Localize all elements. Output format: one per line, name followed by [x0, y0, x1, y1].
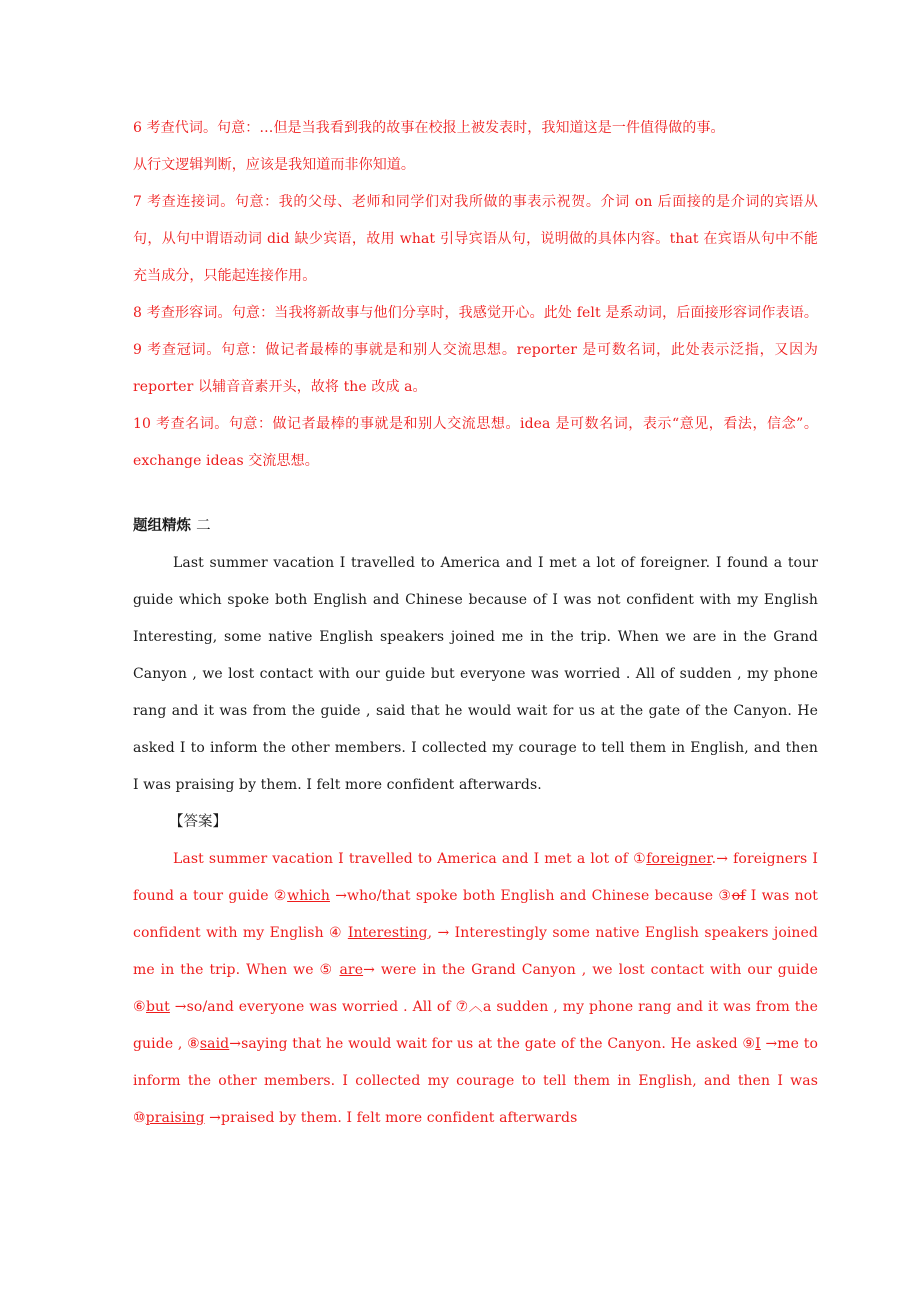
note-6-line-2: 从行文逻辑判断，应该是我知道而非你知道。: [133, 157, 415, 173]
document-page: [133, 110, 818, 1137]
error-word-9: I: [755, 1036, 761, 1052]
answer-label: 【答案】: [169, 814, 227, 830]
correction-4: , → Interestingly: [427, 925, 548, 941]
correction-1: .→ foreigners: [711, 851, 808, 867]
note-7: 7 考查连接词。句意：我的父母、老师和同学们对我所做的事表示祝贺。介词 on 后面接的是介词的宾语从句，从句中谓语动词 did 缺少宾语，故用 what 引导宾语从句，说明做的具体内容。that 在宾语从句中不能充当成分，只能起连接作用。: [133, 194, 818, 284]
error-word-6: but: [146, 999, 170, 1015]
error-word-8: said: [199, 1036, 230, 1052]
correction-2: →who/that: [329, 888, 411, 904]
exercise-passage: Last summer vacation I travelled to America and I met a lot of foreigner. I found a tour guide which spoke both English and Chinese because of I was not confident with my English Interesting, some native English speakers joined me in the trip. When we are in the Grand Canyon , we lost contact with our guide but everyone was worried . All of sudden , my phone rang and it was from the guide , said that he would wait for us at the gate of the Canyon. He asked I to inform the other members. I collected my courage to tell them in English, and then I was praising by them. I felt more confident afterwards.: [133, 555, 818, 793]
answer-text-5: in the Grand Canyon , we lost contact with our guide: [416, 962, 818, 978]
correction-5: → were: [363, 962, 417, 978]
error-word-5: are: [339, 962, 364, 978]
note-10: 10 考查名词。句意：做记者最棒的事就是和别人交流思想。idea 是可数名词，表示“意见，看法，信念”。exchange ideas 交流思想。: [133, 416, 818, 469]
error-word-2: which: [287, 888, 330, 904]
answer-text-4: some native English speakers joined me in the trip. When we: [133, 925, 818, 978]
answer-text-8: that he would wait for us at the gate of the Canyon. He asked: [287, 1036, 743, 1052]
error-word-1: foreigner: [646, 851, 712, 867]
mark-9: ⑨: [742, 1036, 756, 1052]
mark-4: ④: [329, 925, 348, 941]
mark-8: ⑧: [187, 1036, 200, 1052]
answer-text-9: to inform the other members. I collected my courage to tell them in English, and then I was: [133, 1036, 818, 1089]
mark-10: ⑩: [133, 1110, 146, 1126]
answer-text-3: I was not confident with my English: [133, 888, 819, 941]
answer-text-10: by them. I felt more confident afterwards: [274, 1110, 578, 1126]
correction-7: ︿a: [468, 999, 492, 1015]
note-6-line-1: 6 考查代词。句意：…但是当我看到我的故事在校报上被发表时，我知道这是一件值得做的事。: [133, 120, 725, 136]
error-word-3: of: [731, 888, 746, 904]
correction-6: →so/and: [169, 999, 234, 1015]
section-title: [133, 508, 818, 545]
error-word-4: Interesting: [347, 925, 428, 941]
mark-2: ②: [273, 888, 288, 904]
note-8-9: 8 考查形容词。句意：当我将新故事与他们分享时，我感觉开心。此处 felt 是系动词，后面接形容词作表语。9 考查冠词。句意：做记者最棒的事就是和别人交流思想。reporter 是可数名词，此处表示泛指，又因为 reporter 以辅音音素开头，故将 the 改成 a。: [133, 305, 818, 395]
answer-text-1: I found a tour guide: [133, 851, 818, 904]
answer-passage: [133, 841, 818, 1137]
correction-9: →me: [760, 1036, 800, 1052]
correction-8: →saying: [229, 1036, 288, 1052]
correction-10: →praised: [204, 1110, 275, 1126]
answer-text-6: everyone was worried . All of: [233, 999, 456, 1015]
section-title-text: 题组精炼: [133, 518, 191, 534]
answer-text-2: spoke both English and Chinese because: [410, 888, 719, 904]
mark-6: ⑥: [133, 999, 146, 1015]
answer-text-7: sudden , my phone rang and it was from the guide ,: [133, 999, 818, 1052]
mark-3: ③: [718, 888, 732, 904]
answer-text-0: Last summer vacation I travelled to America and I met a lot of: [173, 851, 634, 867]
mark-7: ⑦: [455, 999, 469, 1015]
mark-1: ①: [633, 851, 647, 867]
section-number: 二: [196, 518, 211, 534]
error-word-10: praising: [145, 1110, 205, 1126]
mark-5: ⑤: [319, 962, 340, 978]
